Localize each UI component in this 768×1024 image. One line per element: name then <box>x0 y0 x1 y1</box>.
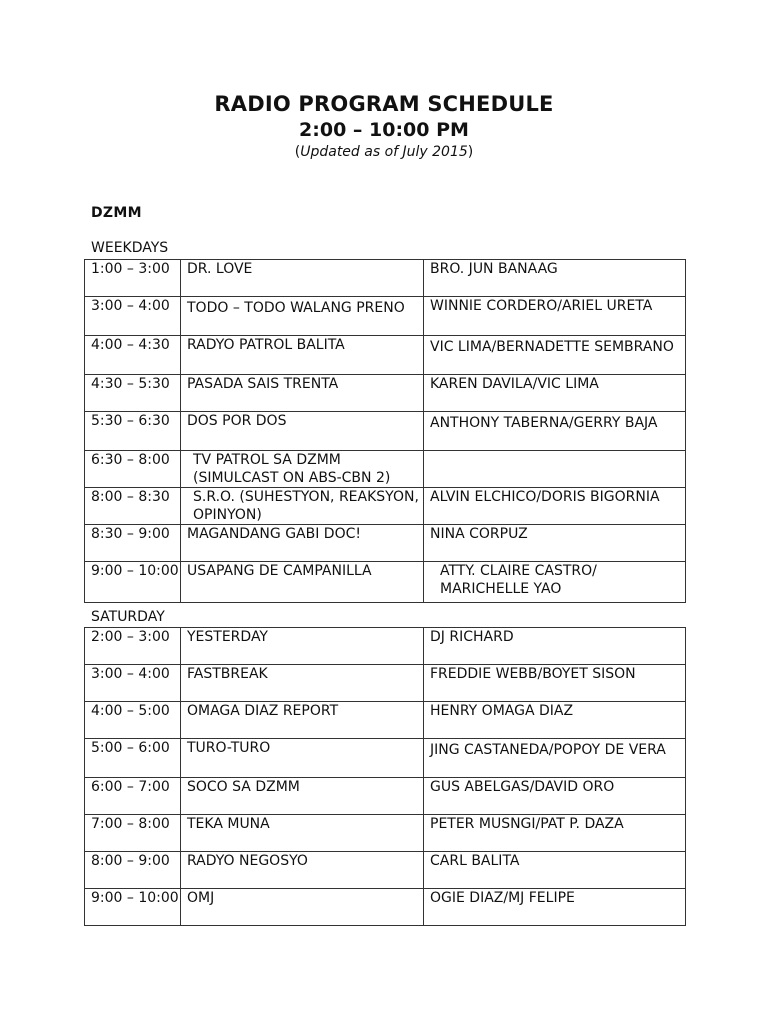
table-row <box>85 739 686 778</box>
program-cell: PASADA SAIS TRENTA <box>181 375 424 412</box>
program-cell: SOCO SA DZMM <box>181 778 424 815</box>
host-cell: HENRY OMAGA DIAZ <box>424 702 686 739</box>
program-cell: TV PATROL SA DZMM (SIMULCAST ON ABS-CBN 2) <box>181 451 424 488</box>
host-cell: JING CASTANEDA/POPOY DE VERA <box>424 739 686 778</box>
program-cell: TODO – TODO WALANG PRENO <box>181 297 424 336</box>
table-row <box>85 525 686 562</box>
time-range-subtitle: 2:00 – 10:00 PM <box>299 119 469 141</box>
program-cell: TEKA MUNA <box>181 815 424 852</box>
time-cell: 4:00 – 4:30 <box>85 336 181 375</box>
table-row <box>85 815 686 852</box>
time-cell: 4:00 – 5:00 <box>85 702 181 739</box>
station-name: DZMM <box>91 205 142 221</box>
time-cell: 2:00 – 3:00 <box>85 628 181 665</box>
program-cell: DOS POR DOS <box>181 412 424 451</box>
host-cell: ANTHONY TABERNA/GERRY BAJA <box>424 412 686 451</box>
time-cell: 8:00 – 8:30 <box>85 488 181 525</box>
time-cell: 6:00 – 7:00 <box>85 778 181 815</box>
program-cell: S.R.O. (SUHESTYON, REAKSYON, OPINYON) <box>181 488 424 525</box>
program-cell: USAPANG DE CAMPANILLA <box>181 562 424 603</box>
table-row <box>85 451 686 488</box>
updated-close-paren: ) <box>467 144 474 160</box>
time-cell: 7:00 – 8:00 <box>85 815 181 852</box>
time-cell: 6:30 – 8:00 <box>85 451 181 488</box>
table-row <box>85 297 686 336</box>
time-cell: 1:00 – 3:00 <box>85 260 181 297</box>
time-cell: 9:00 – 10:00 <box>85 562 181 603</box>
host-cell: ALVIN ELCHICO/DORIS BIGORNIA <box>424 488 686 525</box>
page-title: RADIO PROGRAM SCHEDULE <box>214 92 554 116</box>
host-cell: NINA CORPUZ <box>424 525 686 562</box>
program-cell: OMAGA DIAZ REPORT <box>181 702 424 739</box>
host-cell: ATTY. CLAIRE CASTRO/ MARICHELLE YAO <box>424 562 686 603</box>
program-cell: MAGANDANG GABI DOC! <box>181 525 424 562</box>
host-cell: PETER MUSNGI/PAT P. DAZA <box>424 815 686 852</box>
table-row <box>85 412 686 451</box>
host-cell: VIC LIMA/BERNADETTE SEMBRANO <box>424 336 686 375</box>
table-row <box>85 852 686 889</box>
table-row <box>85 665 686 702</box>
program-cell: FASTBREAK <box>181 665 424 702</box>
time-cell: 9:00 – 10:00 <box>85 889 181 926</box>
updated-text: Updated as of July 2015 <box>300 144 468 160</box>
program-cell: DR. LOVE <box>181 260 424 297</box>
saturday-schedule-table <box>84 627 686 926</box>
time-cell: 3:00 – 4:00 <box>85 665 181 702</box>
host-cell: KAREN DAVILA/VIC LIMA <box>424 375 686 412</box>
host-cell: FREDDIE WEBB/BOYET SISON <box>424 665 686 702</box>
program-cell: OMJ <box>181 889 424 926</box>
host-cell: OGIE DIAZ/MJ FELIPE <box>424 889 686 926</box>
time-cell: 4:30 – 5:30 <box>85 375 181 412</box>
host-cell <box>424 451 686 488</box>
table-row <box>85 336 686 375</box>
time-cell: 8:00 – 9:00 <box>85 852 181 889</box>
host-cell: DJ RICHARD <box>424 628 686 665</box>
weekdays-label: WEEKDAYS <box>91 240 169 256</box>
table-row <box>85 778 686 815</box>
saturday-label: SATURDAY <box>91 609 165 625</box>
table-row <box>85 702 686 739</box>
host-cell: BRO. JUN BANAAG <box>424 260 686 297</box>
program-cell: RADYO PATROL BALITA <box>181 336 424 375</box>
host-cell: WINNIE CORDERO/ARIEL URETA <box>424 297 686 336</box>
time-cell: 8:30 – 9:00 <box>85 525 181 562</box>
table-row <box>85 260 686 297</box>
time-cell: 5:30 – 6:30 <box>85 412 181 451</box>
updated-open-paren: ( <box>294 144 301 160</box>
host-cell: GUS ABELGAS/DAVID ORO <box>424 778 686 815</box>
updated-note <box>0 144 768 160</box>
table-row <box>85 889 686 926</box>
table-row <box>85 488 686 525</box>
table-row <box>85 562 686 603</box>
weekdays-schedule-table <box>84 259 686 603</box>
program-cell: RADYO NEGOSYO <box>181 852 424 889</box>
time-cell: 3:00 – 4:00 <box>85 297 181 336</box>
table-row <box>85 375 686 412</box>
program-cell: TURO-TURO <box>181 739 424 778</box>
table-row <box>85 628 686 665</box>
program-cell: YESTERDAY <box>181 628 424 665</box>
time-cell: 5:00 – 6:00 <box>85 739 181 778</box>
host-cell: CARL BALITA <box>424 852 686 889</box>
